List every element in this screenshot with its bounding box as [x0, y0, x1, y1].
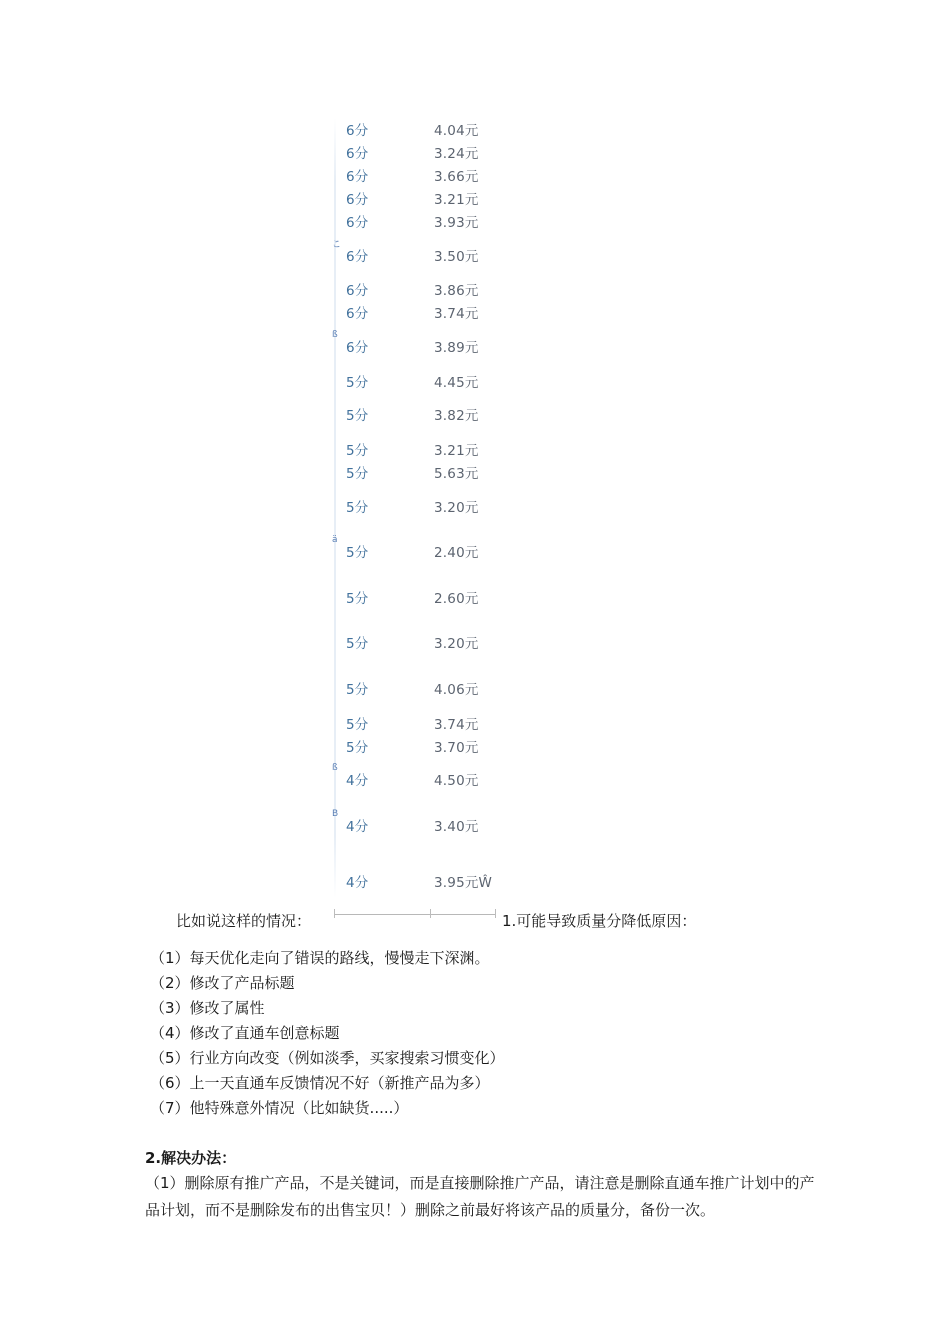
price-cell: 3.50元 [434, 249, 479, 265]
price-cell: 3.66元 [434, 169, 479, 185]
price-cell: 4.50元 [434, 773, 479, 789]
price-cell: 3.89元 [434, 340, 479, 356]
score-cell: 6分 [346, 123, 369, 139]
solution-heading: 2.解决办法： [145, 1149, 237, 1167]
price-cell: 3.93元 [434, 215, 479, 231]
price-cell: 3.21元 [434, 443, 479, 459]
price-cell: 3.86元 [434, 283, 479, 299]
intro-label: 比如说这样的情况： [176, 912, 312, 930]
table-border-tick [495, 909, 496, 918]
score-cell: 5分 [346, 375, 369, 391]
table-border-tick [430, 909, 431, 918]
table-row [334, 873, 500, 893]
price-cell: 2.60元 [434, 591, 479, 607]
price-cell: 3.20元 [434, 636, 479, 652]
table-row [334, 680, 500, 700]
table-row [334, 634, 500, 654]
table-row [334, 589, 500, 609]
table-row [334, 715, 500, 735]
table-row [334, 247, 500, 267]
score-cell: 4分 [346, 773, 369, 789]
price-cell: 4.06元 [434, 682, 479, 698]
score-cell: 5分 [346, 740, 369, 756]
solution-paragraph: （1）删除原有推广产品，不是关键词，而是直接删除推广产品，请注意是删除直通车推广计划中的产品计划，而不是删除发布的出售宝贝！）删除之前最好将该产品的质量分，备份一次。 [145, 1174, 815, 1219]
table-row [334, 771, 500, 791]
price-cell: 3.70元 [434, 740, 479, 756]
list-item: （5）行业方向改变（例如淡季，买家搜索习惯变化） [150, 1049, 505, 1067]
price-cell: 3.40元 [434, 819, 479, 835]
score-cell: 5分 [346, 408, 369, 424]
list-item: （1）每天优化走向了错误的路线，慢慢走下深渊。 [150, 949, 490, 967]
score-cell: 5分 [346, 682, 369, 698]
score-cell: 6分 [346, 146, 369, 162]
quality-score-table [334, 118, 500, 898]
table-row [334, 441, 500, 461]
table-row [334, 464, 500, 484]
table-row [334, 338, 500, 358]
score-cell: 6分 [346, 306, 369, 322]
score-cell: 5分 [346, 443, 369, 459]
price-cell: 4.45元 [434, 375, 479, 391]
table-row [334, 144, 500, 164]
score-cell: 5分 [346, 500, 369, 516]
score-cell: 5分 [346, 545, 369, 561]
table-row [334, 167, 500, 187]
score-cell: 6分 [346, 215, 369, 231]
table-row [334, 543, 500, 563]
score-cell: 5分 [346, 591, 369, 607]
price-cell: 2.40元 [434, 545, 479, 561]
table-edge-mark: こ [332, 240, 342, 250]
score-cell: 6分 [346, 283, 369, 299]
price-cell: 3.20元 [434, 500, 479, 516]
intro-line [176, 908, 796, 934]
score-cell: 4分 [346, 819, 369, 835]
table-row [334, 121, 500, 141]
table-row [334, 213, 500, 233]
list-item: （7）他特殊意外情况（比如缺货.....） [150, 1099, 409, 1117]
table-row [334, 190, 500, 210]
list-item: （2）修改了产品标题 [150, 974, 295, 992]
price-cell: 3.21元 [434, 192, 479, 208]
table-row [334, 406, 500, 426]
price-cell: 5.63元 [434, 466, 479, 482]
score-cell: 6分 [346, 340, 369, 356]
table-edge-mark: ß [332, 763, 338, 773]
table-edge-mark: ß [332, 330, 338, 340]
table-edge-mark: B [332, 809, 339, 819]
table-border-tick [334, 909, 335, 918]
list-item: （3）修改了属性 [150, 999, 265, 1017]
table-row [334, 738, 500, 758]
price-cell: 3.82元 [434, 408, 479, 424]
table-row [334, 281, 500, 301]
price-cell: 4.04元 [434, 123, 479, 139]
causes-list [150, 946, 505, 1121]
price-cell: 3.95元Ŵ [434, 875, 493, 891]
score-cell: 5分 [346, 717, 369, 733]
price-cell: 3.24元 [434, 146, 479, 162]
table-row [334, 373, 500, 393]
list-item: （4）修改了直通车创意标题 [150, 1024, 340, 1042]
score-cell: 5分 [346, 466, 369, 482]
score-cell: 6分 [346, 169, 369, 185]
table-row [334, 498, 500, 518]
score-cell: 5分 [346, 636, 369, 652]
causes-heading: 1.可能导致质量分降低原因： [502, 912, 697, 930]
table-bottom-border [334, 914, 496, 915]
price-cell: 3.74元 [434, 306, 479, 322]
table-row [334, 817, 500, 837]
list-item: （6）上一天直通车反馈情况不好（新推产品为多） [150, 1074, 490, 1092]
score-cell: 6分 [346, 249, 369, 265]
table-row [334, 304, 500, 324]
table-edge-mark: ä [332, 535, 338, 545]
score-cell: 4分 [346, 875, 369, 891]
price-cell: 3.74元 [434, 717, 479, 733]
score-cell: 6分 [346, 192, 369, 208]
